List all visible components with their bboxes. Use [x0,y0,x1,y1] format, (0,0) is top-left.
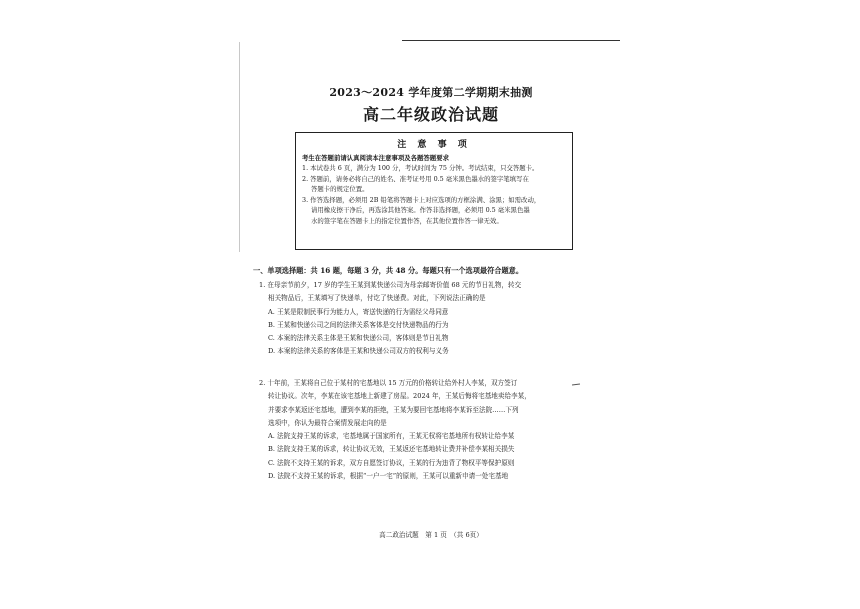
question-stem-line: 转让协议。次年，李某在该宅基地上新建了房屋。2024 年，王某后悔将宅基地卖给李某， [268,392,531,401]
answer-option-a: A. 王某是限制民事行为能力人，寄送快递的行为需经父母同意 [268,307,449,316]
answer-option-a: A. 法院支持王某的诉求，宅基地属于国家所有，王某无权将宅基地所有权转让给李某 [268,432,515,441]
scan-edge [239,42,240,252]
section-heading: 一、单项选择题：共 16 题，每题 3 分，共 48 分。每题只有一个选项最符合题意。 [253,266,524,275]
notice-item: 答题卡的规定位置。 [311,185,369,193]
question-stem-line: 相关物品后，王某填写了快递单，付讫了快递费。对此，下列说法正确的是 [268,294,486,303]
answer-option-c: C. 本案的法律关系主体是王某和快递公司，客体则是节日礼物 [268,334,449,343]
notice-title: 注 意 事 项 [397,140,471,150]
notice-intro: 考生在答题前请认真阅读本注意事项及各题答题要求 [302,154,449,162]
notice-item: 请用橡皮擦干净后，再选涂其他答案。作答非选择题，必须用 0.5 毫米黑色墨 [311,206,530,214]
scan-line [402,40,620,41]
exam-subject-title: 高二年级政治试题 [362,105,499,124]
page-footer: 高二政治试题 第 1 页 （共 6页） [379,531,483,539]
question-stem-line: 2. 十年前，王某将自己位于某村的宅基地以 15 万元的价格转让给外村人李某，双方签订 [259,379,518,387]
answer-option-d: D. 法院不支持王某的诉求，根据“一户一宅”的原则，王某可以重新申请一处宅基地 [268,472,509,481]
notice-item: 3. 作答选择题，必须用 2B 铅笔将答题卡上对应选项的方框涂满、涂黑；如需改动， [302,195,541,204]
question-stem-line: 并要求李某返还宅基地，遭到李某的拒绝，王某为要回宅基地将李某诉至法院……下列 [268,405,519,414]
answer-option-c: C. 法院不支持王某的诉求，双方自愿签订协议，王某的行为违背了物权平等保护原则 [268,458,515,467]
notice-item: 1. 本试卷共 6 页，满分为 100 分，考试时间为 75 分钟。考试结束，只交答题卡。 [302,164,539,172]
question-2 [259,377,599,483]
question-1 [259,279,599,359]
question-stem-line: 1. 在母亲节前夕，17 岁的学生王某到某快递公司为母亲邮寄价值 68 元的节日礼物，转交 [259,281,522,289]
answer-option-b: B. 王某和快递公司之间的法律关系客体是交付快递物品的行为 [268,320,449,329]
exam-term-title: 2023～2024 学年度第二学期期末抽测 [329,86,533,99]
answer-option-d: D. 本案的法律关系的客体是王某和快递公司双方的权利与义务 [268,347,449,356]
notice-box [295,132,573,250]
notice-item: 2. 答题前，请务必将自己的姓名、准考证号用 0.5 毫米黑色墨水的签字笔填写在 [302,174,529,183]
question-stem-line: 选项中，你认为最符合案情发展走向的是 [268,418,387,427]
answer-option-b: B. 法院支持王某的诉求，转让协议无效，王某返还宅基地转让费并补偿李某相关损失 [268,445,515,454]
notice-item: 水的签字笔在答题卡上的指定位置作答，在其他位置作答一律无效。 [311,216,503,225]
